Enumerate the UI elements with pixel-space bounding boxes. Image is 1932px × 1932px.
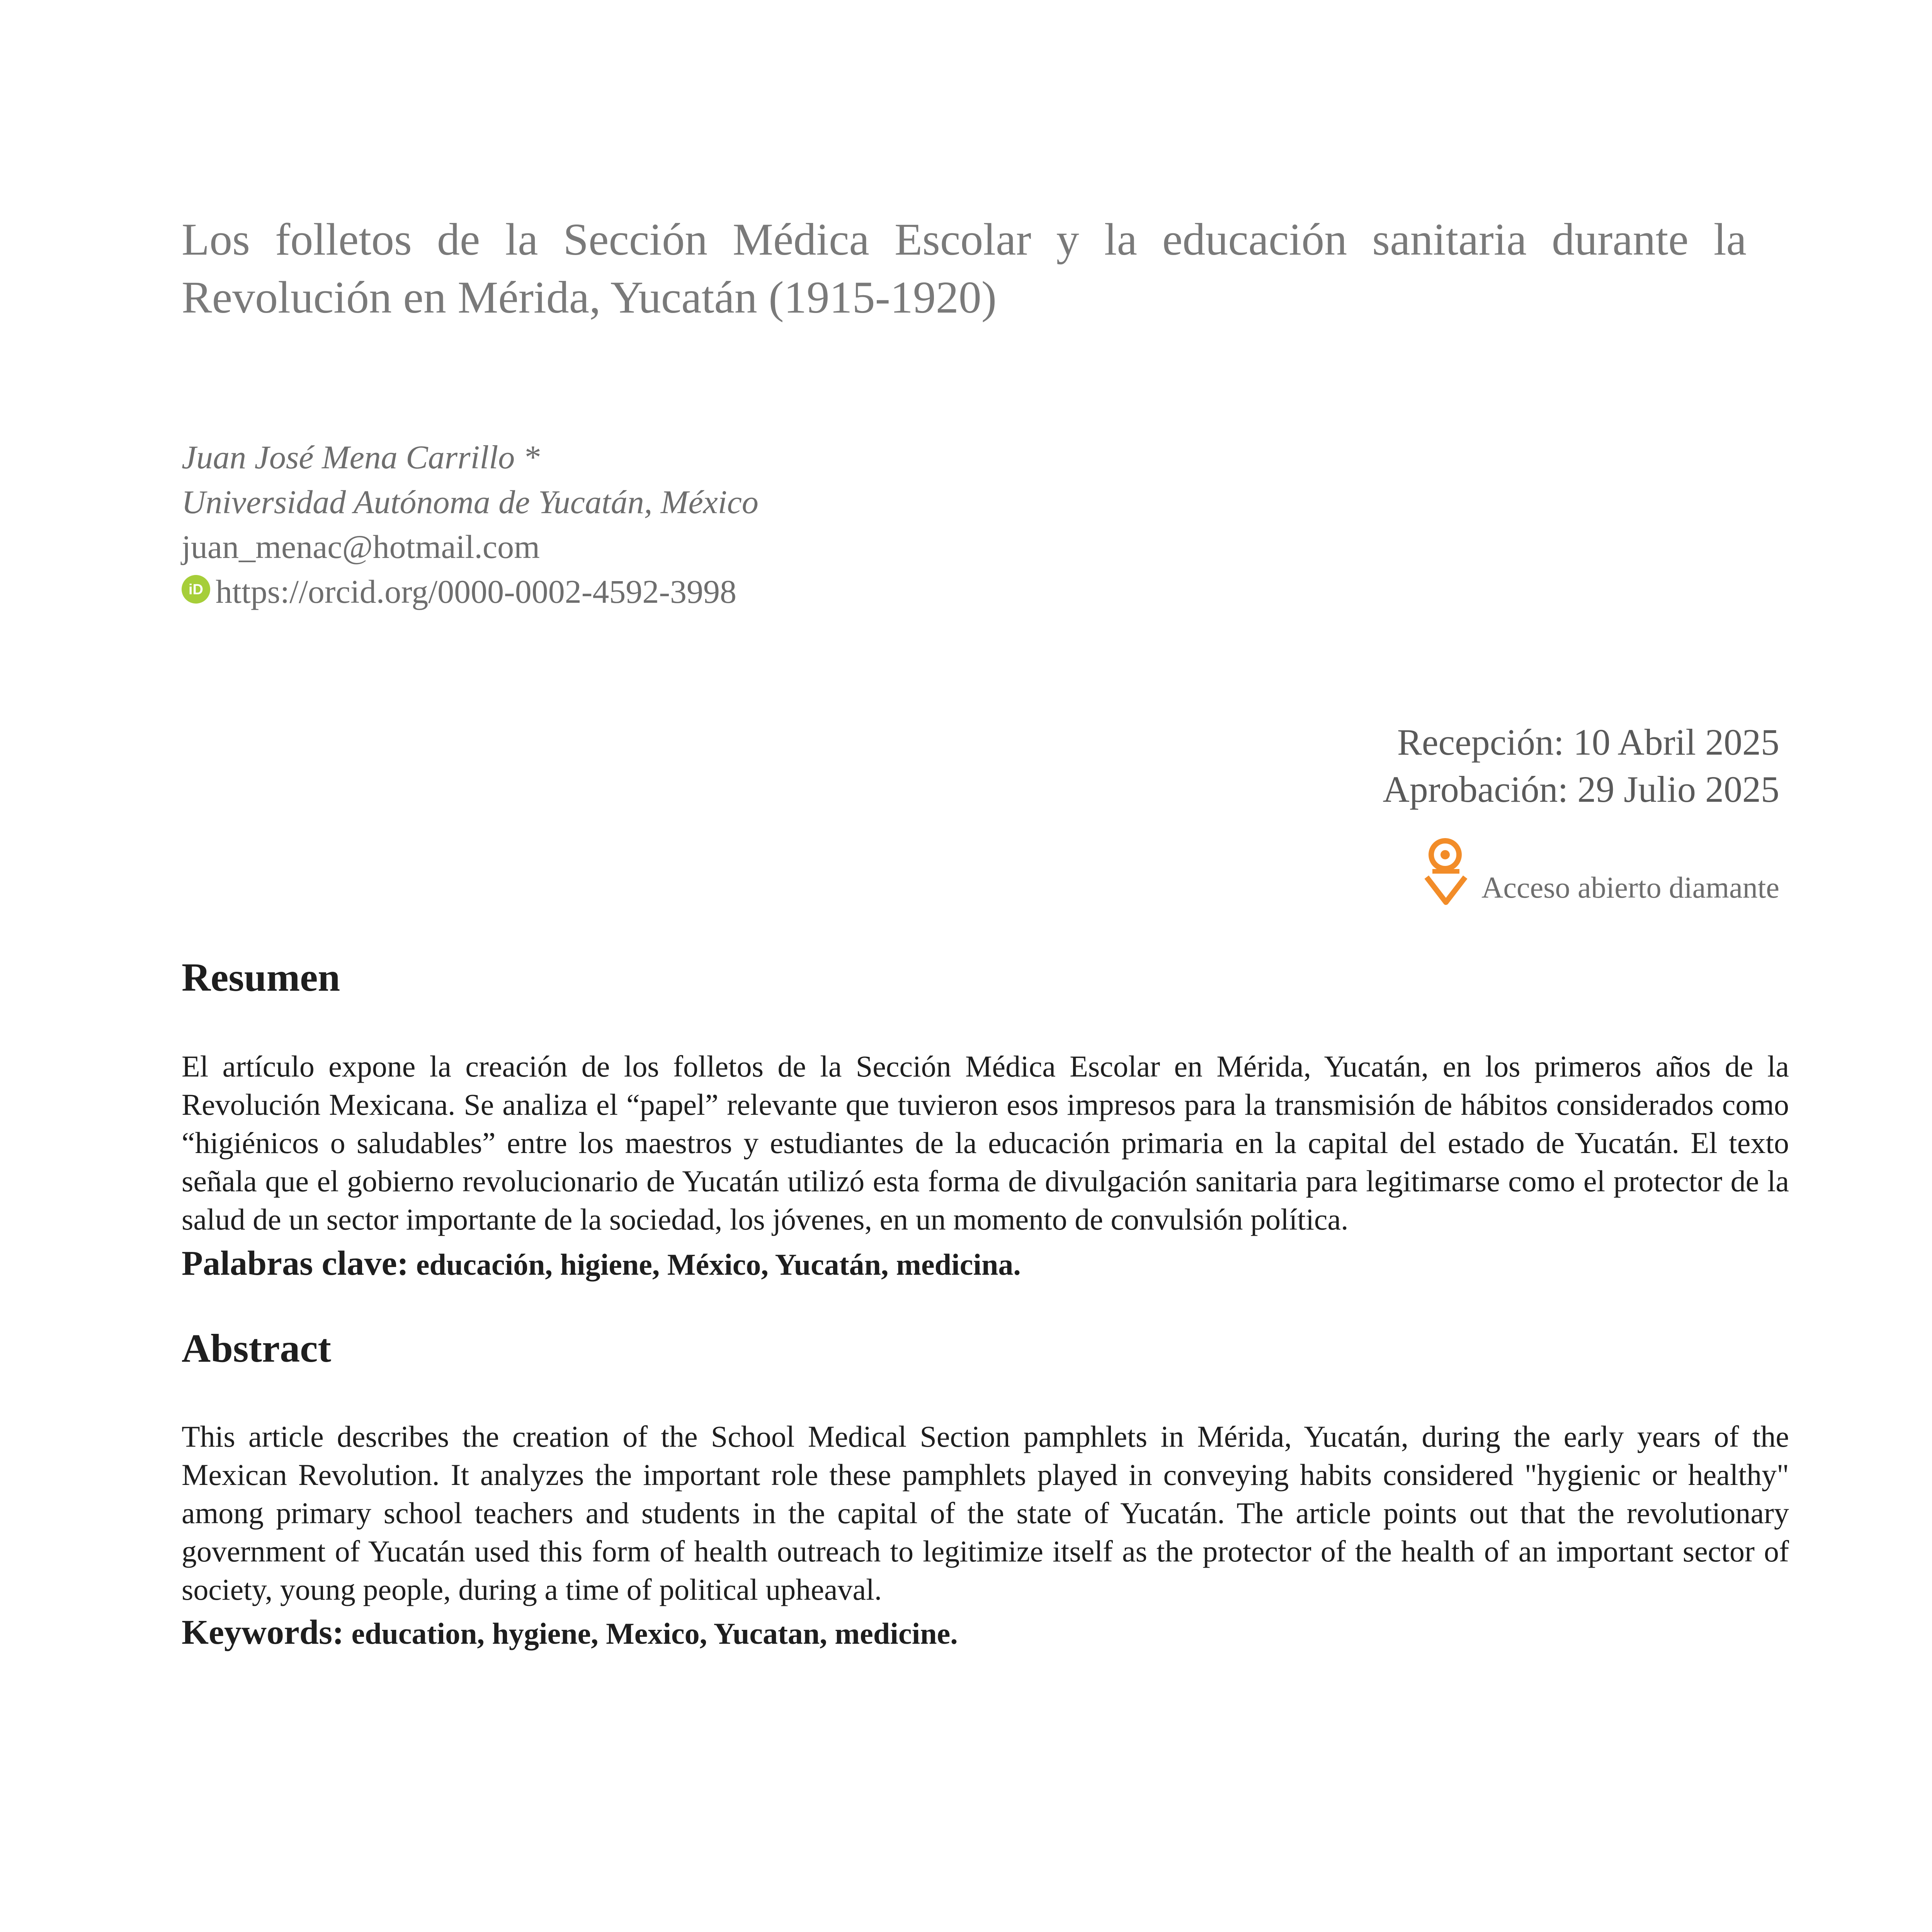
keywords-en: education, hygiene, Mexico, Yucatan, medicine. (351, 1617, 958, 1650)
keywords-label-en: Keywords: (182, 1613, 344, 1651)
author-name: Juan José Mena Carrillo * (182, 439, 540, 476)
approval-date: Aprobación: 29 Julio 2025 (1383, 769, 1779, 810)
keywords-es: educación, higiene, México, Yucatán, medicina. (416, 1248, 1021, 1281)
orcid-row (182, 569, 1341, 614)
diamond-open-access-icon (1419, 835, 1473, 908)
keywords (182, 1611, 1789, 1655)
resumen-heading: Resumen (182, 955, 340, 1000)
abstract-heading: Abstract (182, 1326, 332, 1371)
open-access-badge (1419, 835, 1779, 908)
article-title: Los folletos de la Sección Médica Escolar y la educación sanitaria durante la Revolución en Mérida, Yucatán (1915-1920) (182, 214, 1747, 323)
svg-text:iD: iD (189, 582, 203, 598)
keywords-label-es: Palabras clave: (182, 1244, 409, 1282)
palabras-clave (182, 1242, 1789, 1286)
dates-block (1383, 719, 1779, 813)
author-affiliation: Universidad Autónoma de Yucatán, México (182, 483, 759, 520)
orcid-icon (182, 575, 210, 604)
access-label: Acceso abierto diamante (1481, 871, 1779, 904)
resumen-text: El artículo expone la creación de los folletos de la Sección Médica Escolar en Mérida, Yucatán, en los primeros años de la Revolución Mexicana. Se analiza el “papel” relevante que tuvieron esos impresos para la transmisión de hábitos considerados como “higiénicos o saludables” entre los maestros y estudiantes de la educación primaria en la capital del estado de Yucatán. El texto señala que el gobierno revolucionario de Yucatán utilizó esta forma de divulgación sanitaria para legitimarse como el protector de la salud de un sector importante de la sociedad, los jóvenes, en un momento de convulsión política. (182, 1049, 1789, 1236)
author-email[interactable]: juan_menac@hotmail.com (182, 528, 540, 565)
abstract-text: This article describes the creation of the School Medical Section pamphlets in Mérida, Yucatán, during the early years of the Mexican Revolution. It analyzes the important role these pamphlets played in conveying habits considered "hygienic or healthy" among primary school teachers and students in the capital of the state of Yucatán. The article points out that the revolutionary government of Yucatán used this form of health outreach to legitimize itself as the protector of the health of an important sector of society, young people, during a time of political upheaval. (182, 1420, 1789, 1606)
orcid-link[interactable]: https://orcid.org/0000-0002-4592-3998 (216, 573, 737, 610)
reception-date: Recepción: 10 Abril 2025 (1397, 721, 1779, 763)
author-block (182, 435, 1341, 614)
